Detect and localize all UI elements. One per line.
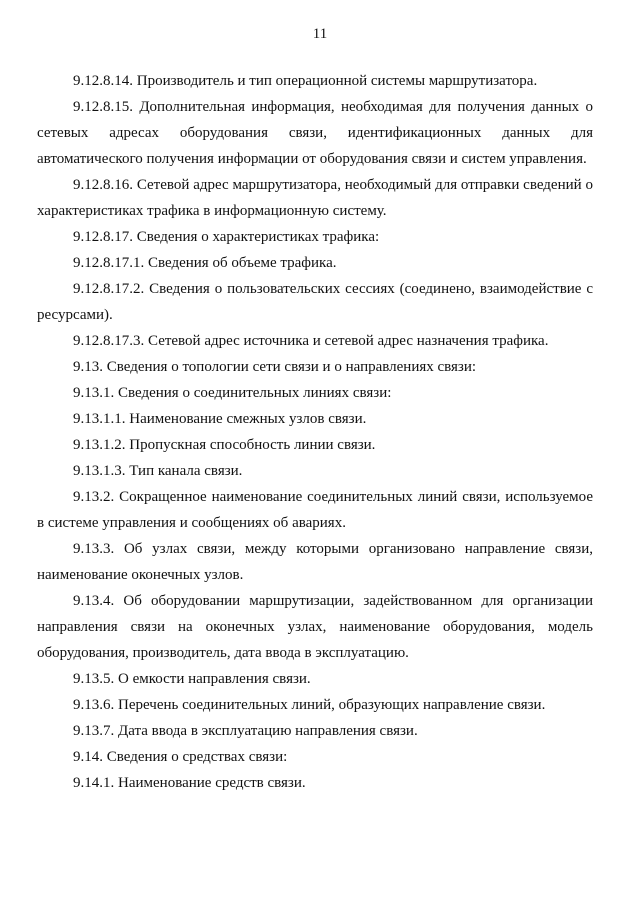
paragraph: 9.12.8.17.2. Сведения о пользовательских сессиях (соединено, взаимодействие с ресурсами). bbox=[37, 281, 593, 323]
paragraph: 9.13.5. О емкости направления связи. bbox=[73, 671, 311, 687]
paragraph: 9.12.8.17. Сведения о характеристиках трафика: bbox=[73, 229, 380, 245]
document-body bbox=[37, 68, 593, 796]
paragraph: 9.12.8.14. Производитель и тип операционной системы маршрутизатора. bbox=[73, 73, 538, 89]
paragraph: 9.13. Сведения о топологии сети связи и о направлениях связи: bbox=[73, 359, 477, 375]
paragraph: 9.12.8.17.3. Сетевой адрес источника и сетевой адрес назначения трафика. bbox=[73, 333, 549, 349]
page-number: 11 bbox=[312, 26, 328, 42]
paragraph: 9.12.8.17.1. Сведения об объеме трафика. bbox=[73, 255, 337, 271]
paragraph: 9.12.8.15. Дополнительная информация, необходимая для получения данных о сетевых адресах оборудования связи, идентификационных данных для автоматического получения информации от оборудования связи и систем управления. bbox=[37, 99, 593, 167]
paragraph: 9.13.4. Об оборудовании маршрутизации, задействованном для организации направления связи на оконечных узлах, наименование оборудования, модель оборудования, производитель, дата ввода в эксплуатацию. bbox=[37, 593, 593, 661]
paragraph: 9.13.7. Дата ввода в эксплуатацию направления связи. bbox=[73, 723, 418, 739]
paragraph: 9.13.6. Перечень соединительных линий, образующих направление связи. bbox=[73, 697, 546, 713]
paragraph: 9.14. Сведения о средствах связи: bbox=[73, 749, 288, 765]
paragraph: 9.13.1.3. Тип канала связи. bbox=[73, 463, 243, 479]
paragraph: 9.13.1.2. Пропускная способность линии связи. bbox=[73, 437, 376, 453]
paragraph: 9.13.3. Об узлах связи, между которыми организовано направление связи, наименование оконечных узлов. bbox=[37, 541, 593, 583]
paragraph: 9.13.1. Сведения о соединительных линиях связи: bbox=[73, 385, 392, 401]
paragraph: 9.14.1. Наименование средств связи. bbox=[73, 775, 306, 791]
paragraph: 9.12.8.16. Сетевой адрес маршрутизатора, необходимый для отправки сведений о характеристиках трафика в информационную систему. bbox=[37, 177, 593, 219]
paragraph: 9.13.1.1. Наименование смежных узлов связи. bbox=[73, 411, 367, 427]
paragraph: 9.13.2. Сокращенное наименование соединительных линий связи, используемое в системе управления и сообщениях об авариях. bbox=[37, 489, 593, 531]
